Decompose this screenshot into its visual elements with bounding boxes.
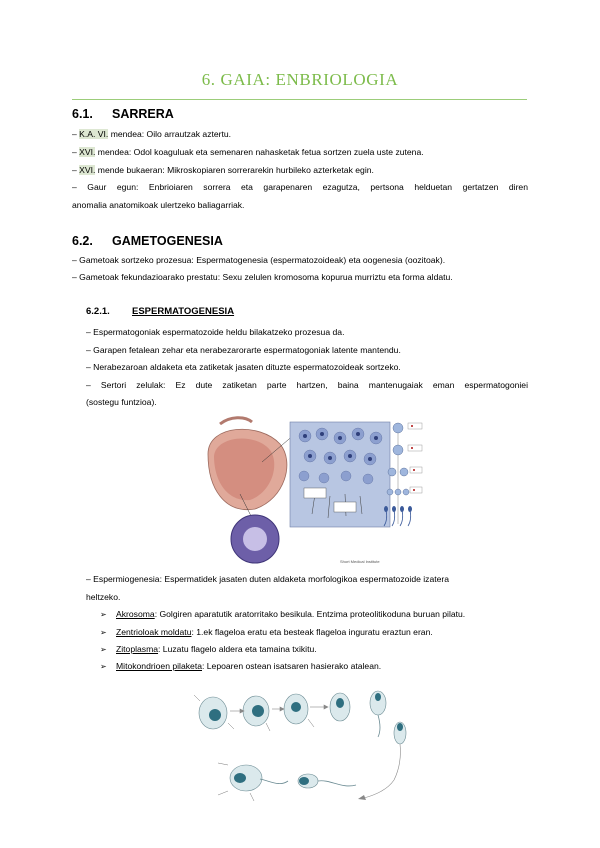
title-rule [72, 99, 527, 100]
section-title: SARRERA [112, 107, 174, 121]
figure-credit: Short Medical Institute [340, 559, 380, 564]
tubule-lumen [243, 527, 267, 551]
paragraph-line: – Garapen fetalean zehar eta nerabezarorarte espermatogoniak latente mantendu. [86, 345, 401, 355]
page-title: 6. GAIA: ENBRIOLOGIA [201, 70, 399, 89]
bullet-arrow-icon: ➢ [100, 610, 107, 619]
paragraph-line: – Espermiogenesia: Espermatidek jasaten duten aldaketa morfologikoa espermatozoide izatera [86, 574, 450, 584]
bullet-term: Mitokondrioen pilaketa [116, 661, 202, 671]
paragraph-line: – Gametoak fekundazioarako prestatu: Sexu zelulen kromosoma kopurua murriztu eta forma aldatu. [72, 272, 453, 282]
paragraph-line: heltzeko. [86, 592, 121, 602]
highlighted-date: K.A. VI. [79, 129, 109, 139]
line-text: mendea: Odol koaguluak eta semenaren nahasketak fetua sortzen zuela uste zutena. [95, 147, 424, 157]
bullet-item [100, 643, 317, 656]
paragraph-line: – Sertori zelulak: Ez dute zatiketan parte hartzen, baina mantenugaiak eman espermatogoniei [86, 380, 528, 390]
line-text: mendea: Oilo arrautzak aztertu. [108, 129, 232, 139]
paragraph-line [72, 164, 528, 176]
highlighted-date: XVI. [79, 147, 96, 157]
line-text: mende bukaeran: Mikroskopiaren sorrerarekin hurbileko azterketak egin. [95, 165, 374, 175]
label-box [304, 488, 326, 498]
paragraph-line [72, 128, 528, 140]
bullet-item [100, 660, 381, 673]
subsection-title: ESPERMATOGENESIA [132, 306, 235, 317]
bullet-text: : Luzatu flagelo aldera eta tamaina txikitu. [158, 644, 317, 654]
bullet-arrow-icon: ➢ [100, 662, 107, 671]
paragraph-line: – Gametoak sortzeko prozesua: Espermatogenesia (espermatozoideak) eta oogenesia (oozitoak). [72, 255, 446, 265]
paragraph-line [72, 146, 528, 158]
section-number: 6.1. [72, 107, 93, 121]
paragraph-line: – Gaur egun: Enbrioiaren sorrera eta garapenaren ezagutza, pertsona helduetan gertatzen diren [72, 182, 528, 192]
bullet-item [100, 608, 465, 621]
bullet-term: Akrosoma [116, 609, 155, 619]
bullet-arrow-icon: ➢ [100, 645, 107, 654]
spermiogenesis-figure [188, 683, 423, 811]
bullet-term: Zentrioloak moldatu [116, 627, 192, 637]
paragraph-line: – Espermatogoniak espermatozoide heldu bilakatzeko prozesua da. [86, 327, 345, 337]
dash: – [72, 147, 80, 157]
testis-spermatogenesis-figure [200, 414, 425, 566]
section-heading-gametogenesia [72, 234, 223, 248]
paragraph-line: – Nerabezaroan aldaketa eta zatiketak jasaten dituzte espermatozoideak sortzeko. [86, 362, 401, 372]
paragraph-line: anomalia anatomikoak ulertzeko baliagarriak. [72, 200, 245, 210]
bullet-term: Zitoplasma [116, 644, 159, 654]
bullet-arrow-icon: ➢ [100, 628, 107, 637]
section-number: 6.2. [72, 234, 93, 248]
section-heading-sarrera [72, 107, 174, 121]
dash: – [72, 129, 80, 139]
bullet-item [100, 626, 433, 639]
label-box [334, 502, 356, 512]
highlighted-date: XVI. [79, 165, 96, 175]
section-title: GAMETOGENESIA [112, 234, 223, 248]
bullet-text: : 1.ek flageloa eratu eta besteak flageloa inguratu eraztun eran. [191, 627, 433, 637]
subsection-heading-espermatogenesia [86, 306, 234, 317]
bullet-text: : Golgiren aparatutik aratorritako besikula. Entzima proteolitikoduna buruan pilatu. [154, 609, 466, 619]
bullet-text: : Lepoaren ostean isatsaren hasierako atalean. [202, 661, 382, 671]
dash: – [72, 165, 80, 175]
subsection-number: 6.2.1. [86, 306, 110, 317]
paragraph-line: (sostegu funtzioa). [86, 397, 157, 407]
